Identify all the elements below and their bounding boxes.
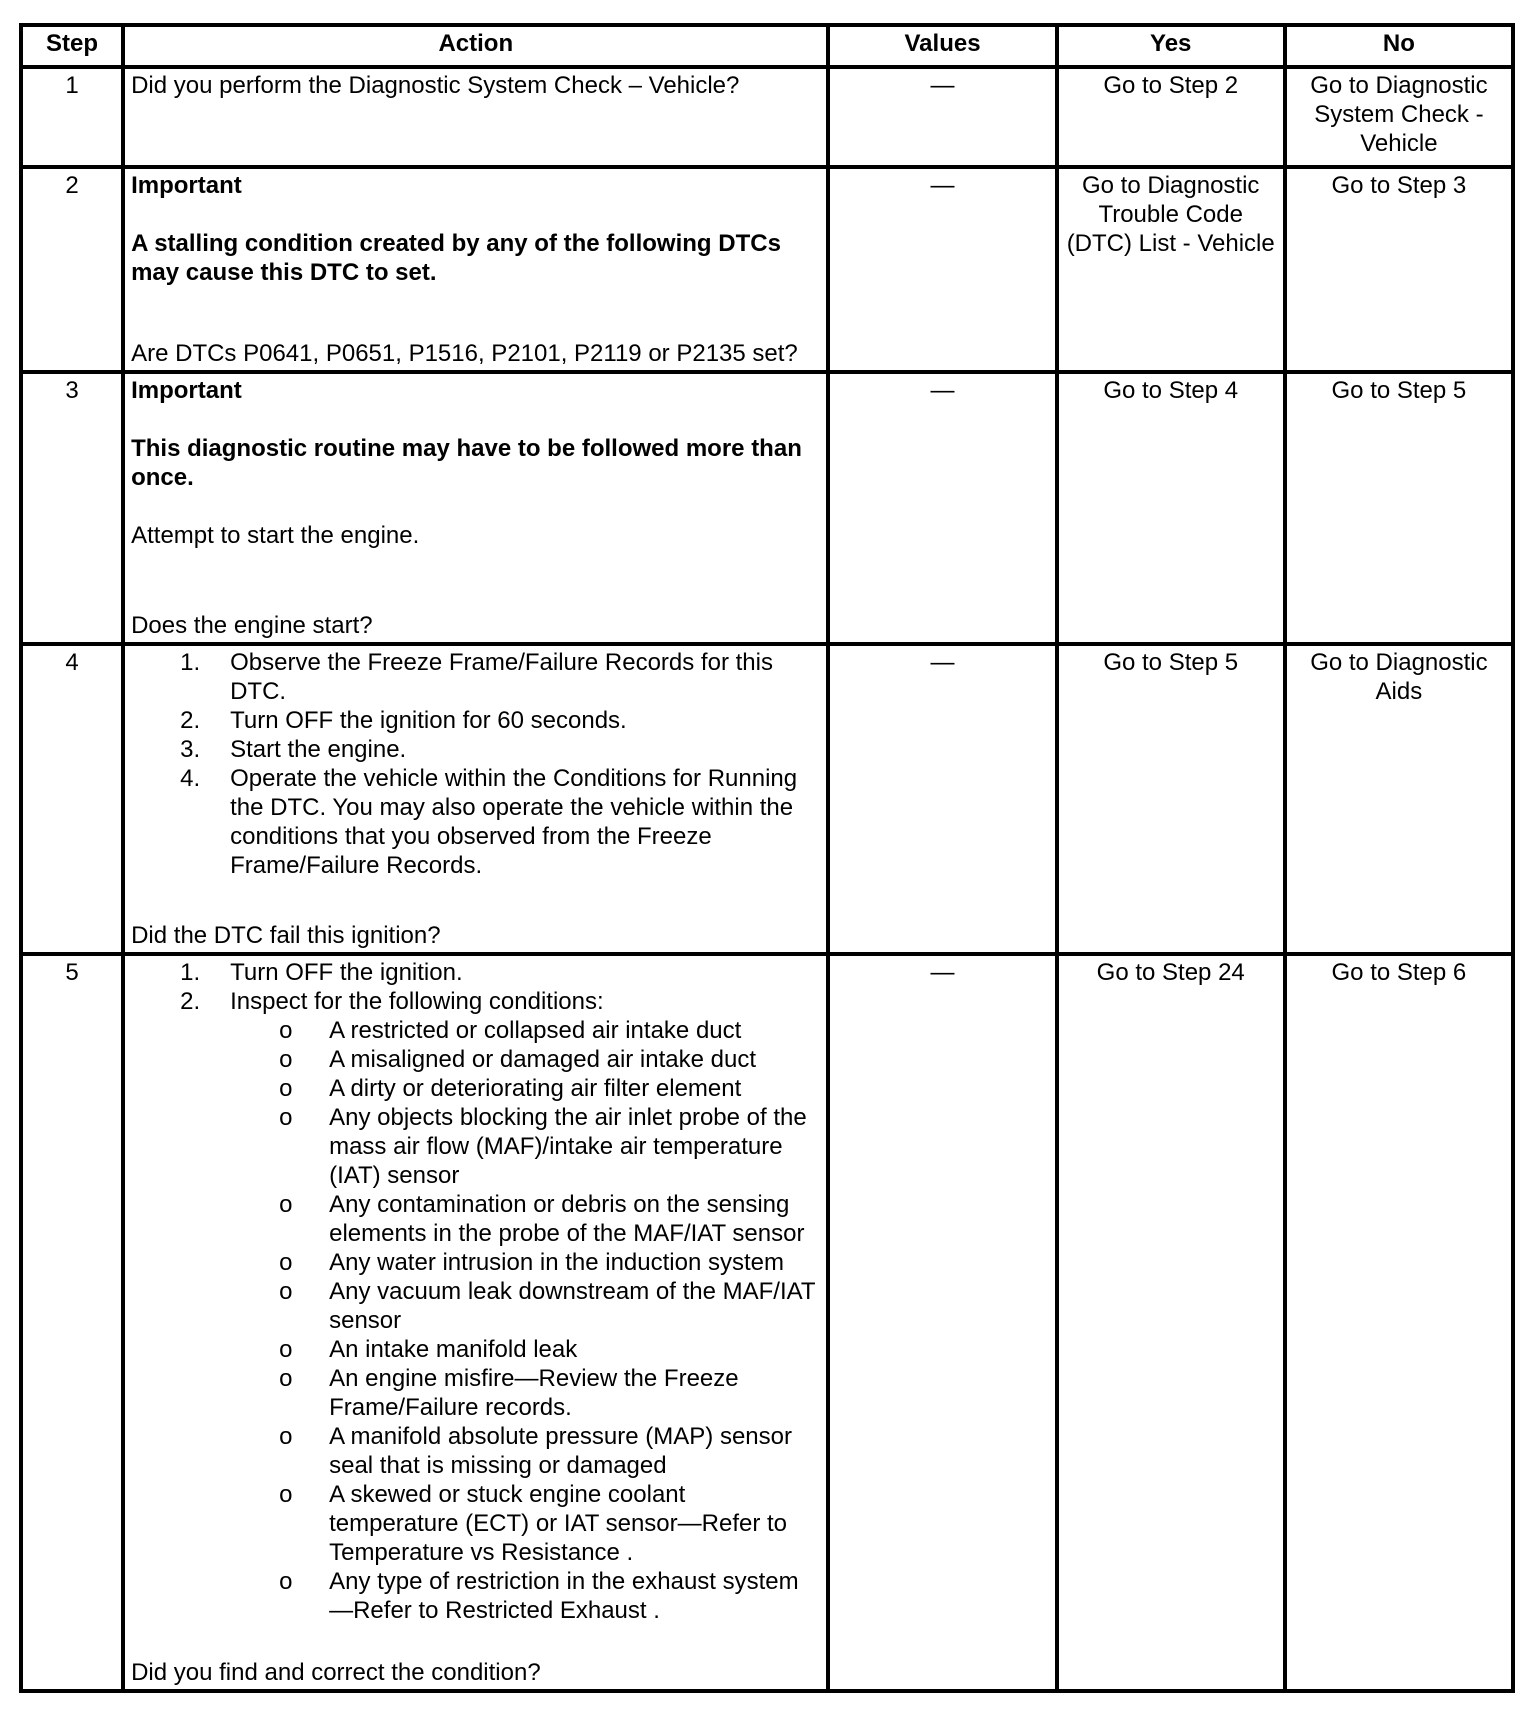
condition-item: o Any vacuum leak downstream of the MAF/IAT sensor xyxy=(279,1278,816,1334)
important-note: A stalling condition created by any of the following DTCs may cause this DTC to set. xyxy=(131,230,781,286)
step-number: 1 xyxy=(21,67,123,167)
no-cell: Go to Diagnostic System Check - Vehicle xyxy=(1285,67,1513,167)
diagnostic-table xyxy=(19,23,1515,1693)
step-number: 4 xyxy=(21,644,123,954)
values-cell: — xyxy=(828,167,1056,372)
table-row-step-1 xyxy=(21,67,1513,167)
condition-item: o An engine misfire—Review the Freeze Frame/Failure records. xyxy=(279,1365,739,1421)
bullet-icon: o xyxy=(279,1104,293,1131)
table-row-step-4 xyxy=(21,644,1513,954)
action-cell xyxy=(123,954,828,1691)
header-row xyxy=(21,25,1513,67)
no-cell: Go to Step 5 xyxy=(1285,372,1513,644)
list-item: 3. Start the engine. xyxy=(180,736,407,763)
list-item: 1. Turn OFF the ignition. xyxy=(180,959,463,986)
values-cell: — xyxy=(828,954,1056,1691)
action-question: Are DTCs P0641, P0651, P1516, P2101, P2119 or P2135 set? xyxy=(131,340,798,367)
bullet-icon: o xyxy=(279,1191,293,1218)
table-row-step-2 xyxy=(21,167,1513,372)
values-cell: — xyxy=(828,67,1056,167)
important-label: Important xyxy=(131,172,242,199)
condition-item: o Any type of restriction in the exhaust system—Refer to Restricted Exhaust . xyxy=(279,1568,799,1624)
table-row-step-3 xyxy=(21,372,1513,644)
header-action: Action xyxy=(123,25,828,67)
action-instruction: Attempt to start the engine. xyxy=(131,522,420,549)
action-cell xyxy=(123,167,828,372)
list-item: 4. Operate the vehicle within the Conditions for Running the DTC. You may also operate the vehicle within the conditions that you observed from the Freeze Frame/Failure Records. xyxy=(180,765,798,879)
no-cell: Go to Step 3 xyxy=(1285,167,1513,372)
header-values: Values xyxy=(828,25,1056,67)
bullet-icon: o xyxy=(279,1423,293,1450)
bullet-icon: o xyxy=(279,1568,293,1595)
yes-cell: Go to Step 5 xyxy=(1057,644,1285,954)
action-question: Does the engine start? xyxy=(131,612,373,639)
header-step: Step xyxy=(21,25,123,67)
action-cell xyxy=(123,67,828,167)
header-yes: Yes xyxy=(1057,25,1285,67)
list-item: 2. Inspect for the following conditions: o A restricted or collapsed air intake duct o A misaligned or damaged air intake duct o A dirty or deteriorating air filter element o Any objects blocking the air inlet probe of the mass air flow (MAF)/intake air temperature (IAT) sensor o Any contamination or debris on the sensing elements in the probe of the MAF/IAT sensor o Any water intrusion in the induction system o Any vacuum leak downstream of the MAF/IAT sensor o An intake manifold leak o An engine misfire—Review the Freeze Frame/Failure records. o A manifold absolute pressure (MAP) sensor seal that is missing or damaged o A skewed or stuck engine coolant temperature (ECT) or IAT sensor—Refer to Temperature vs Resistance . o Any type of restriction in the exhaust system—Refer to Restricted Exhaust . xyxy=(131,987,820,1625)
yes-cell: Go to Step 4 xyxy=(1057,372,1285,644)
substep-list xyxy=(131,958,820,1625)
condition-item: o A manifold absolute pressure (MAP) sensor seal that is missing or damaged xyxy=(279,1423,792,1479)
header-no: No xyxy=(1285,25,1513,67)
bullet-icon: o xyxy=(279,1481,293,1508)
list-item: 2. Turn OFF the ignition for 60 seconds. xyxy=(180,707,627,734)
condition-item: o A dirty or deteriorating air filter element xyxy=(279,1075,742,1102)
step-number: 2 xyxy=(21,167,123,372)
condition-list xyxy=(230,1016,820,1625)
condition-item: o A restricted or collapsed air intake duct xyxy=(279,1017,742,1044)
condition-item: o Any water intrusion in the induction system xyxy=(279,1249,784,1276)
yes-cell: Go to Step 2 xyxy=(1057,67,1285,167)
condition-item: o Any contamination or debris on the sensing elements in the probe of the MAF/IAT sensor xyxy=(279,1191,805,1247)
no-cell: Go to Diagnostic Aids xyxy=(1285,644,1513,954)
action-cell xyxy=(123,372,828,644)
important-label: Important xyxy=(131,377,242,404)
yes-cell: Go to Diagnostic Trouble Code (DTC) List - Vehicle xyxy=(1057,167,1285,372)
values-cell: — xyxy=(828,644,1056,954)
action-question: Did the DTC fail this ignition? xyxy=(131,922,441,949)
action-question: Did you find and correct the condition? xyxy=(131,1659,541,1686)
condition-item: o A misaligned or damaged air intake duct xyxy=(279,1046,757,1073)
action-cell xyxy=(123,644,828,954)
values-cell: — xyxy=(828,372,1056,644)
condition-item: o An intake manifold leak xyxy=(279,1336,578,1363)
yes-cell: Go to Step 24 xyxy=(1057,954,1285,1691)
step-number: 3 xyxy=(21,372,123,644)
substep-list xyxy=(131,648,820,880)
bullet-icon: o xyxy=(279,1365,293,1392)
bullet-icon: o xyxy=(279,1046,293,1073)
condition-item: o Any objects blocking the air inlet probe of the mass air flow (MAF)/intake air temperature (IAT) sensor xyxy=(279,1104,807,1189)
action-question: Did you perform the Diagnostic System Check – Vehicle? xyxy=(131,72,740,99)
bullet-icon: o xyxy=(279,1017,293,1044)
list-item: 1. Observe the Freeze Frame/Failure Records for this DTC. xyxy=(180,649,773,705)
step-number: 5 xyxy=(21,954,123,1691)
bullet-icon: o xyxy=(279,1336,293,1363)
bullet-icon: o xyxy=(279,1075,293,1102)
table-row-step-5 xyxy=(21,954,1513,1691)
no-cell: Go to Step 6 xyxy=(1285,954,1513,1691)
bullet-icon: o xyxy=(279,1278,293,1305)
bullet-icon: o xyxy=(279,1249,293,1276)
condition-item: o A skewed or stuck engine coolant temperature (ECT) or IAT sensor—Refer to Temperature vs Resistance . xyxy=(279,1481,788,1566)
important-note: This diagnostic routine may have to be followed more than once. xyxy=(131,435,802,491)
